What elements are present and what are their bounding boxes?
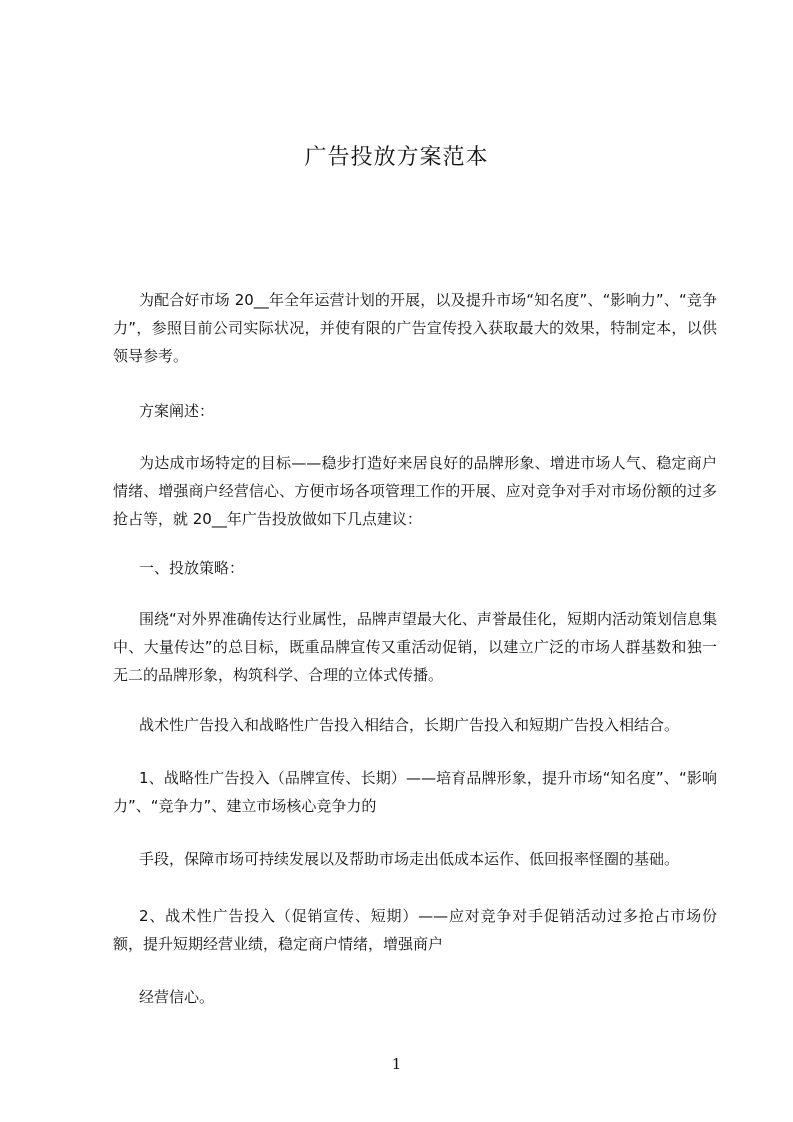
paragraph-tactical-confidence: 经营信心。 [139,988,215,1006]
paragraph-heading-strategy: 一、投放策略： [139,559,245,577]
paragraph-intro: 为配合好市场 20__年全年运营计划的开展，以及提升市场“知名度”、“影响力”、“竞争力”，参照目前公司实际状况，并使有限的广告宣传投入获取最大的效果，特制定本，以供领导参考。 [113,291,717,365]
paragraph-combination: 战术性广告投入和战略性广告投入相结合，长期广告投入和短期广告投入相结合。 [139,716,680,734]
paragraph-heading-overview: 方案阐述： [139,402,215,420]
document-title: 广告投放方案范本 [304,145,489,170]
paragraph-tactical-investment: 2、战术性广告投入（促销宣传、短期）——应对竞争对手促销活动过多抢占市场份额，提升短期经营业绩，稳定商户情绪，增强商户 [113,907,717,953]
paragraph-strategic-means: 手段，保障市场可持续发展以及帮助市场走出低成本运作、低回报率怪圈的基础。 [139,850,680,868]
page-number: 1 [391,1055,402,1073]
paragraph-strategic-investment: 1、战略性广告投入（品牌宣传、长期）——培育品牌形象，提升市场“知名度”、“影响力”、“竞争力”、建立市场核心竞争力的 [113,769,717,815]
paragraph-overview: 为达成市场特定的目标——稳步打造好来居良好的品牌形象、增进市场人气、稳定商户情绪、增强商户经营信心、方便市场各项管理工作的开展、应对竞争对手对市场份额的过多抢占等，就 20__年广告投放做如下几点建议： [113,454,717,528]
paragraph-strategy: 围绕“对外界准确传达行业属性，品牌声望最大化、声誉最佳化，短期内活动策划信息集中、大量传达”的总目标，既重品牌宣传又重活动促销，以建立广泛的市场人群基数和独一无二的品牌形象，构筑科学、合理的立体式传播。 [113,610,717,684]
